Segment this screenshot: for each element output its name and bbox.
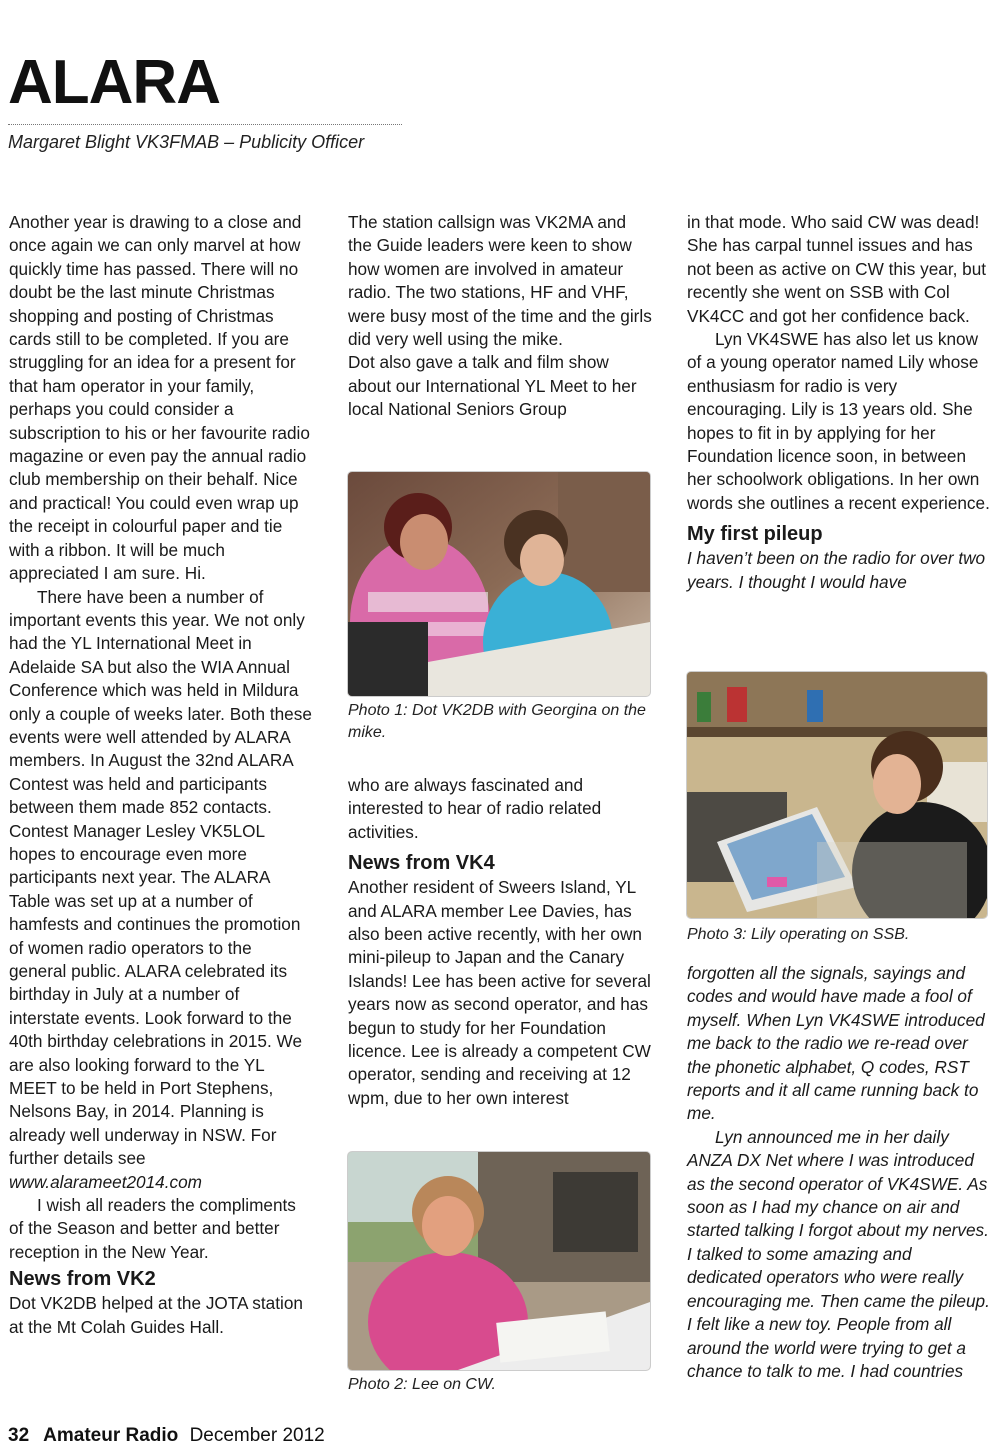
paragraph: in that mode. Who said CW was dead! She has carpal tunnel issues and has not been as active on CW this year, but recently she went on SSB with Col VK4CC and got her confidence back.: [687, 212, 987, 326]
page-number: 32: [8, 1425, 30, 1446]
title-divider: [8, 124, 402, 125]
paragraph: [9, 586, 312, 1195]
page-title: ALARA: [8, 48, 220, 117]
issue-date: December 2012: [189, 1425, 325, 1446]
page-footer: [8, 1425, 325, 1447]
paragraph: Lyn VK4SWE has also let us know of a young operator named Lily whose enthusiasm for radio is very encouraging. Lily is 13 years old. She hopes to fit in by applying for her Foundation licence soon, in between her schoolwork obligations. In her own words she outlines a recent experience.: [687, 329, 990, 513]
photo-1-image: [348, 472, 650, 696]
byline: Margaret Blight VK3FMAB – Publicity Officer: [8, 132, 365, 152]
section-heading-vk4: News from VK4: [348, 852, 495, 875]
paragraph: Lyn announced me in her daily ANZA DX Net where I was introduced as the second operator of VK4SWE. As soon as I had my chance on air and started talking I forgot about my nerves. I talked to some amazing and dedicated operators who were really encouraging me. Then came the pileup. I felt like a new toy. People from all around the world were trying to get a chance to talk to me. I had countries: [687, 1126, 990, 1381]
photo-1: [348, 472, 650, 696]
column-2-bottom: [348, 774, 653, 1110]
column-2-top: [348, 211, 653, 422]
paragraph: Dot also gave a talk and film show about our International YL Meet to her local National Seniors Group: [348, 352, 637, 420]
photo-1-caption: Photo 1: Dot VK2DB with Georgina on the mike.: [348, 702, 646, 741]
column-3-top: [687, 211, 990, 594]
photo-2-image: [348, 1152, 650, 1370]
quote-text: I haven’t been on the radio for over two years. I thought I would have: [687, 548, 986, 592]
photo-2-caption: Photo 2: Lee on CW.: [348, 1376, 496, 1393]
column-3-bottom: [687, 962, 990, 1383]
paragraph: Another year is drawing to a close and once again we can only marvel at how quickly time has passed. There will no doubt be the last minute Christmas shopping and posting of Christmas cards still to be completed. If you are struggling for an idea for a present for that ham operator in your family, perhaps you could consider a subscription to his or her favourite radio magazine or even pay the annual radio club membership on their behalf. Nice and practical! You could even wrap up the receipt in colourful paper and tie with a ribbon. It will be much appreciated I am sure. Hi.: [9, 212, 310, 584]
photo-3-caption: Photo 3: Lily operating on SSB.: [687, 926, 910, 943]
paragraph: who are always fascinated and interested to hear of radio related activities.: [348, 775, 602, 842]
paragraph: I wish all readers the compliments of the Season and better and better reception in the New Year.: [9, 1195, 296, 1262]
website-link[interactable]: www.alarameet2014.com: [9, 1171, 202, 1192]
section-heading-vk2: News from VK2: [9, 1268, 156, 1291]
paragraph-text: There have been a number of important events this year. We not only had the YL International Meet in Adelaide SA but also the WIA Annual Conference which was held in Mildura only a couple of weeks later. Both these events were well attended by ALARA members. In August the 32nd ALARA Contest was held and participants between them made 852 contacts. Contest Manager Lesley VK5LOL hopes to encourage even more participants next year. The ALARA Table was set up at a number of hamfests and continues the promotion of women radio operators to the general public. ALARA celebrated its birthday in July at a number of interstate events. Look forward to the 40th birthday celebrations in 2015. We are also looking forward to the YL MEET to be held in Port Stephens, Nelsons Bay, in 2014. Planning is already well underway in NSW. For further details see: [9, 586, 312, 1169]
column-1: [9, 211, 312, 1339]
paragraph: Dot VK2DB helped at the JOTA station at the Mt Colah Guides Hall.: [9, 1293, 303, 1337]
photo-3-image: [687, 672, 987, 918]
magazine-name: Amateur Radio: [43, 1425, 179, 1446]
section-heading-pileup: My first pileup: [687, 523, 823, 546]
photo-2: [348, 1152, 650, 1370]
paragraph: [687, 547, 990, 594]
photo-3: [687, 672, 987, 918]
paragraph: Another resident of Sweers Island, YL and ALARA member Lee Davies, has also been active recently, with her own mini-pileup to Japan and the Canary Islands! Lee has been active for several years now as second operator, and has begun to study for her Foundation licence. Lee is already a competent CW operator, sending and receiving at 12 wpm, due to her own interest: [348, 877, 651, 1108]
paragraph: The station callsign was VK2MA and the Guide leaders were keen to show how women are involved in amateur radio. The two stations, HF and VHF, were busy most of the time and the girls did very well using the mike.: [348, 212, 652, 350]
paragraph: forgotten all the signals, sayings and codes and would have made a fool of myself. When Lyn VK4SWE introduced me back to the radio we re-read over the phonetic alphabet, Q codes, RST reports and it all came running back to me.: [687, 963, 985, 1124]
